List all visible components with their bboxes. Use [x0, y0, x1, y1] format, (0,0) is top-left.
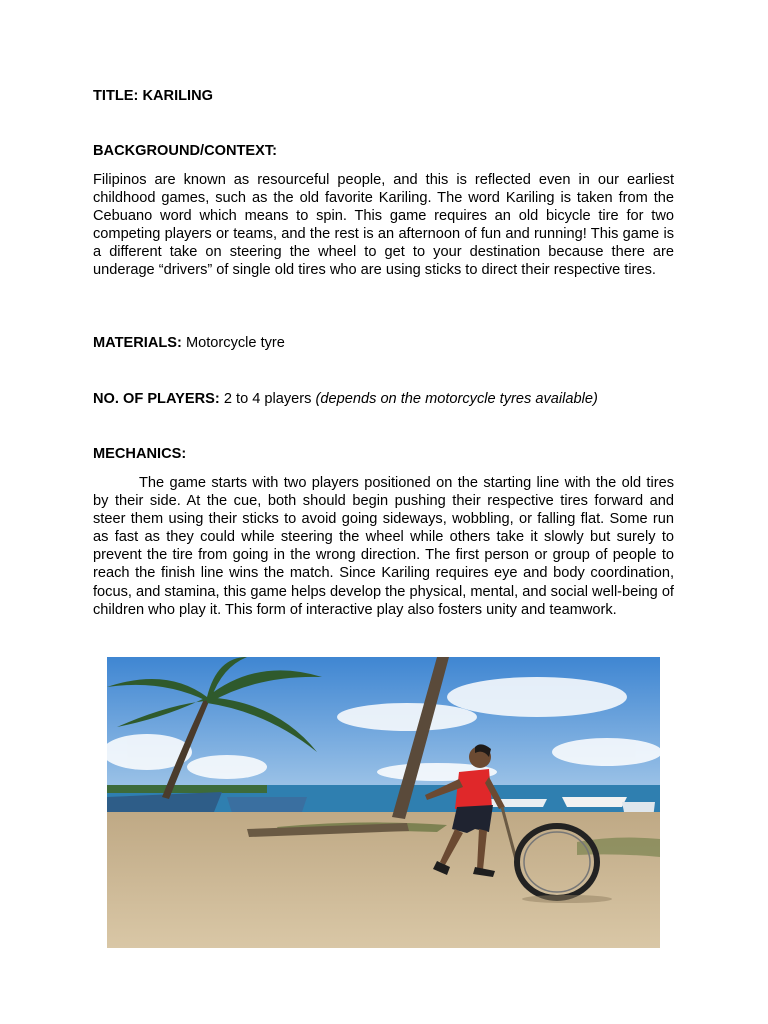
players-value: 2 to 4 players	[223, 391, 312, 407]
distant-island	[107, 785, 267, 793]
background-paragraph: Filipinos are known as resourceful people, and this is reflected even in our earliest childhood games, such as the old favorite Kariling. The word Kariling is taken from the Cebuano word which means to spin. This game requires an old bicycle tire for two competing players or teams, and the rest is an afternoon of fun and running! This game is a different take on steering the wheel to get to your destination because there are underage “drivers” of single old tires who are using sticks to direct their respective tires.	[93, 172, 674, 279]
materials-line	[93, 334, 674, 352]
mechanics-heading: MECHANICS:	[93, 446, 187, 462]
background-heading: BACKGROUND/CONTEXT:	[93, 143, 278, 159]
materials-label: MATERIALS:	[93, 335, 182, 351]
kariling-photo	[107, 657, 660, 948]
mechanics-paragraph: The game starts with two players positioned on the starting line with the old tires by their side. At the cue, both should begin pushing their respective tires forward and steer them using their sticks to avoid going sideways, wobbling, or falling flat. Some run as fast as they could while steering the wheel while others take it slowly but surely to prevent the tire from going in the wrong direction. The first person or group of people to reach the finish line wins the match. Since Kariling requires eye and body coordination, focus, and stamina, this game helps develop the physical, mental, and social well-being of children who play it. This form of interactive play also fosters unity and teamwork.	[93, 475, 674, 618]
materials-value: Motorcycle tyre	[185, 335, 285, 351]
document-title: TITLE: KARILING	[93, 88, 213, 104]
beach-scene-illustration	[107, 657, 660, 948]
players-label: NO. OF PLAYERS:	[93, 391, 220, 407]
players-line	[93, 390, 674, 408]
players-note: (depends on the motorcycle tyres available)	[315, 391, 598, 407]
tire-shadow	[522, 895, 612, 903]
